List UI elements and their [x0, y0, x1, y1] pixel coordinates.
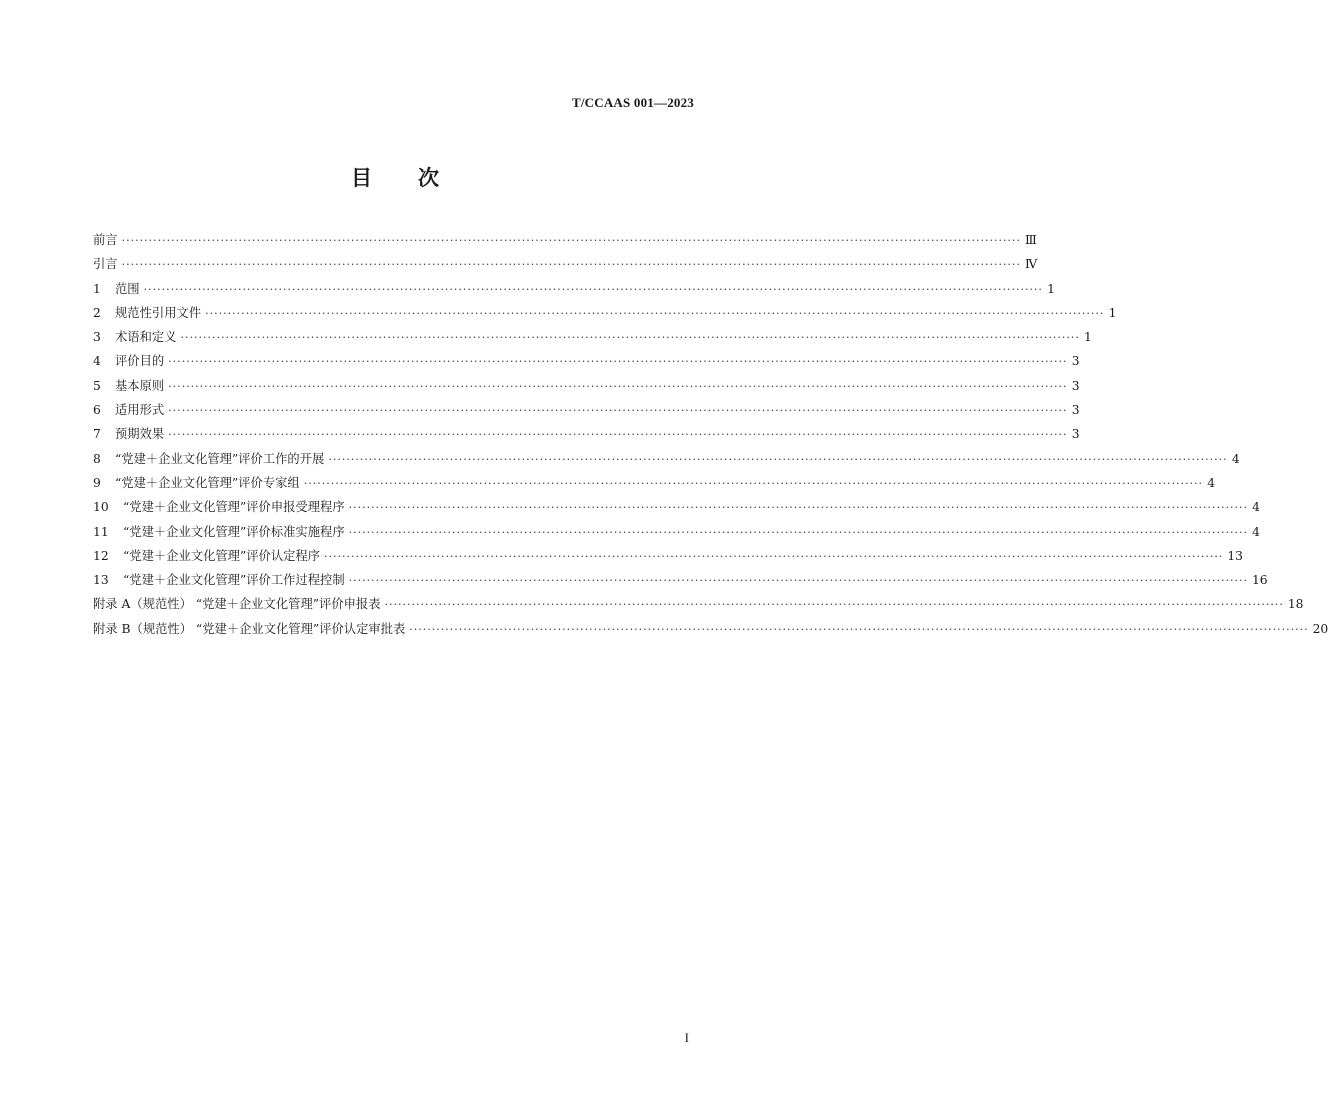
toc-number: 12	[93, 548, 109, 563]
toc-number: 10	[93, 500, 109, 515]
leader-dots: ········································································································································································································	[180, 331, 1080, 345]
toc-label: 基本原则	[115, 378, 165, 393]
leader-dots: ········································································································································································································	[168, 428, 1068, 442]
toc-entry[interactable]	[93, 495, 1260, 519]
toc-entry[interactable]	[93, 447, 1240, 471]
toc-entry[interactable]	[93, 325, 1092, 349]
leader-dots: ········································································································································································································	[168, 379, 1068, 393]
toc-label: “党建＋企业文化管理”评价认定程序	[123, 548, 321, 563]
leader-dots: ········································································································································································································	[121, 234, 1021, 247]
toc-page: 4	[1231, 451, 1240, 466]
toc-page: 16	[1251, 573, 1268, 588]
leader-dots: ········································································································································································································	[168, 404, 1068, 418]
toc-number: 9	[93, 475, 101, 490]
toc-number: 6	[93, 403, 101, 418]
toc-label: 附录 B（规范性） “党建＋企业文化管理”评价认定审批表	[93, 621, 406, 636]
toc-page: 3	[1071, 378, 1080, 393]
toc-number: 1	[93, 281, 101, 296]
leader-dots: ········································································································································································································	[143, 282, 1043, 296]
toc-page: Ⅲ	[1024, 233, 1037, 247]
toc-label: 前言	[93, 233, 118, 247]
leader-dots: ········································································································································································································	[384, 598, 1284, 612]
toc-page: 3	[1071, 427, 1080, 442]
toc-label: 规范性引用文件	[115, 305, 202, 320]
toc-entry[interactable]	[93, 301, 1117, 325]
toc-entry[interactable]	[93, 617, 1328, 641]
leader-dots: ········································································································································································································	[121, 258, 1021, 272]
toc-page: 1	[1084, 330, 1092, 345]
toc-number: 4	[93, 354, 101, 369]
toc-entry[interactable]	[93, 422, 1080, 446]
toc-label: 评价目的	[115, 354, 165, 369]
toc-page: 4	[1252, 500, 1260, 515]
toc-label: 范围	[115, 281, 140, 296]
title-char-1: 目	[351, 165, 374, 190]
toc-label: “党建＋企业文化管理”评价工作的开展	[115, 451, 325, 466]
toc-entry[interactable]	[93, 349, 1080, 373]
toc-entry[interactable]	[93, 277, 1055, 301]
toc-page: 20	[1312, 621, 1328, 636]
toc-label: “党建＋企业文化管理”评价专家组	[115, 475, 300, 490]
toc-entry[interactable]	[93, 544, 1244, 568]
page-number: I	[684, 1030, 689, 1045]
toc-number: 3	[93, 330, 101, 345]
page-title	[0, 162, 792, 192]
toc-entry[interactable]	[93, 374, 1080, 398]
toc-number: 5	[93, 378, 101, 393]
leader-dots: ········································································································································································································	[328, 452, 1228, 466]
leader-dots: ········································································································································································································	[348, 501, 1248, 515]
toc-entry[interactable]	[93, 228, 1037, 252]
toc-entry[interactable]	[93, 592, 1304, 616]
toc-entry[interactable]	[93, 398, 1080, 422]
toc-label: 预期效果	[115, 427, 165, 442]
leader-dots: ········································································································································································································	[348, 574, 1248, 588]
toc-label: 术语和定义	[115, 330, 177, 345]
toc-number: 13	[93, 573, 109, 588]
leader-dots: ········································································································································································································	[205, 306, 1105, 320]
leader-dots: ········································································································································································································	[324, 549, 1224, 563]
toc-label: “党建＋企业文化管理”评价标准实施程序	[123, 524, 345, 539]
toc-page: 3	[1071, 403, 1080, 418]
toc-page: 4	[1252, 524, 1260, 539]
toc-page: Ⅳ	[1024, 257, 1038, 272]
toc-label: 引言	[93, 257, 118, 272]
title-char-2: 次	[418, 165, 441, 190]
toc-entry[interactable]	[93, 252, 1038, 276]
toc-page: 1	[1047, 281, 1055, 296]
toc-page: 3	[1071, 354, 1080, 369]
toc-page: 1	[1108, 305, 1117, 320]
toc-entry[interactable]	[93, 568, 1268, 592]
toc-entry[interactable]	[93, 520, 1260, 544]
toc-page: 13	[1227, 548, 1244, 563]
toc-label: “党建＋企业文化管理”评价申报受理程序	[123, 500, 345, 515]
leader-dots: ········································································································································································································	[303, 476, 1204, 490]
toc-number: 11	[93, 524, 109, 539]
toc-entry[interactable]	[93, 471, 1216, 495]
leader-dots: ········································································································································································································	[409, 622, 1309, 636]
standard-code: T/CCAAS 001—2023	[571, 95, 694, 110]
toc-label: “党建＋企业文化管理”评价工作过程控制	[123, 573, 345, 588]
toc-label: 附录 A（规范性） “党建＋企业文化管理”评价申报表	[93, 597, 381, 612]
toc-page: 18	[1287, 597, 1304, 612]
leader-dots: ········································································································································································································	[168, 355, 1068, 369]
toc-label: 适用形式	[115, 403, 165, 418]
toc-number: 2	[93, 305, 101, 320]
table-of-contents	[93, 228, 1328, 641]
leader-dots: ········································································································································································································	[348, 525, 1248, 539]
toc-number: 8	[93, 451, 101, 466]
toc-page: 4	[1207, 475, 1216, 490]
toc-number: 7	[93, 427, 101, 442]
